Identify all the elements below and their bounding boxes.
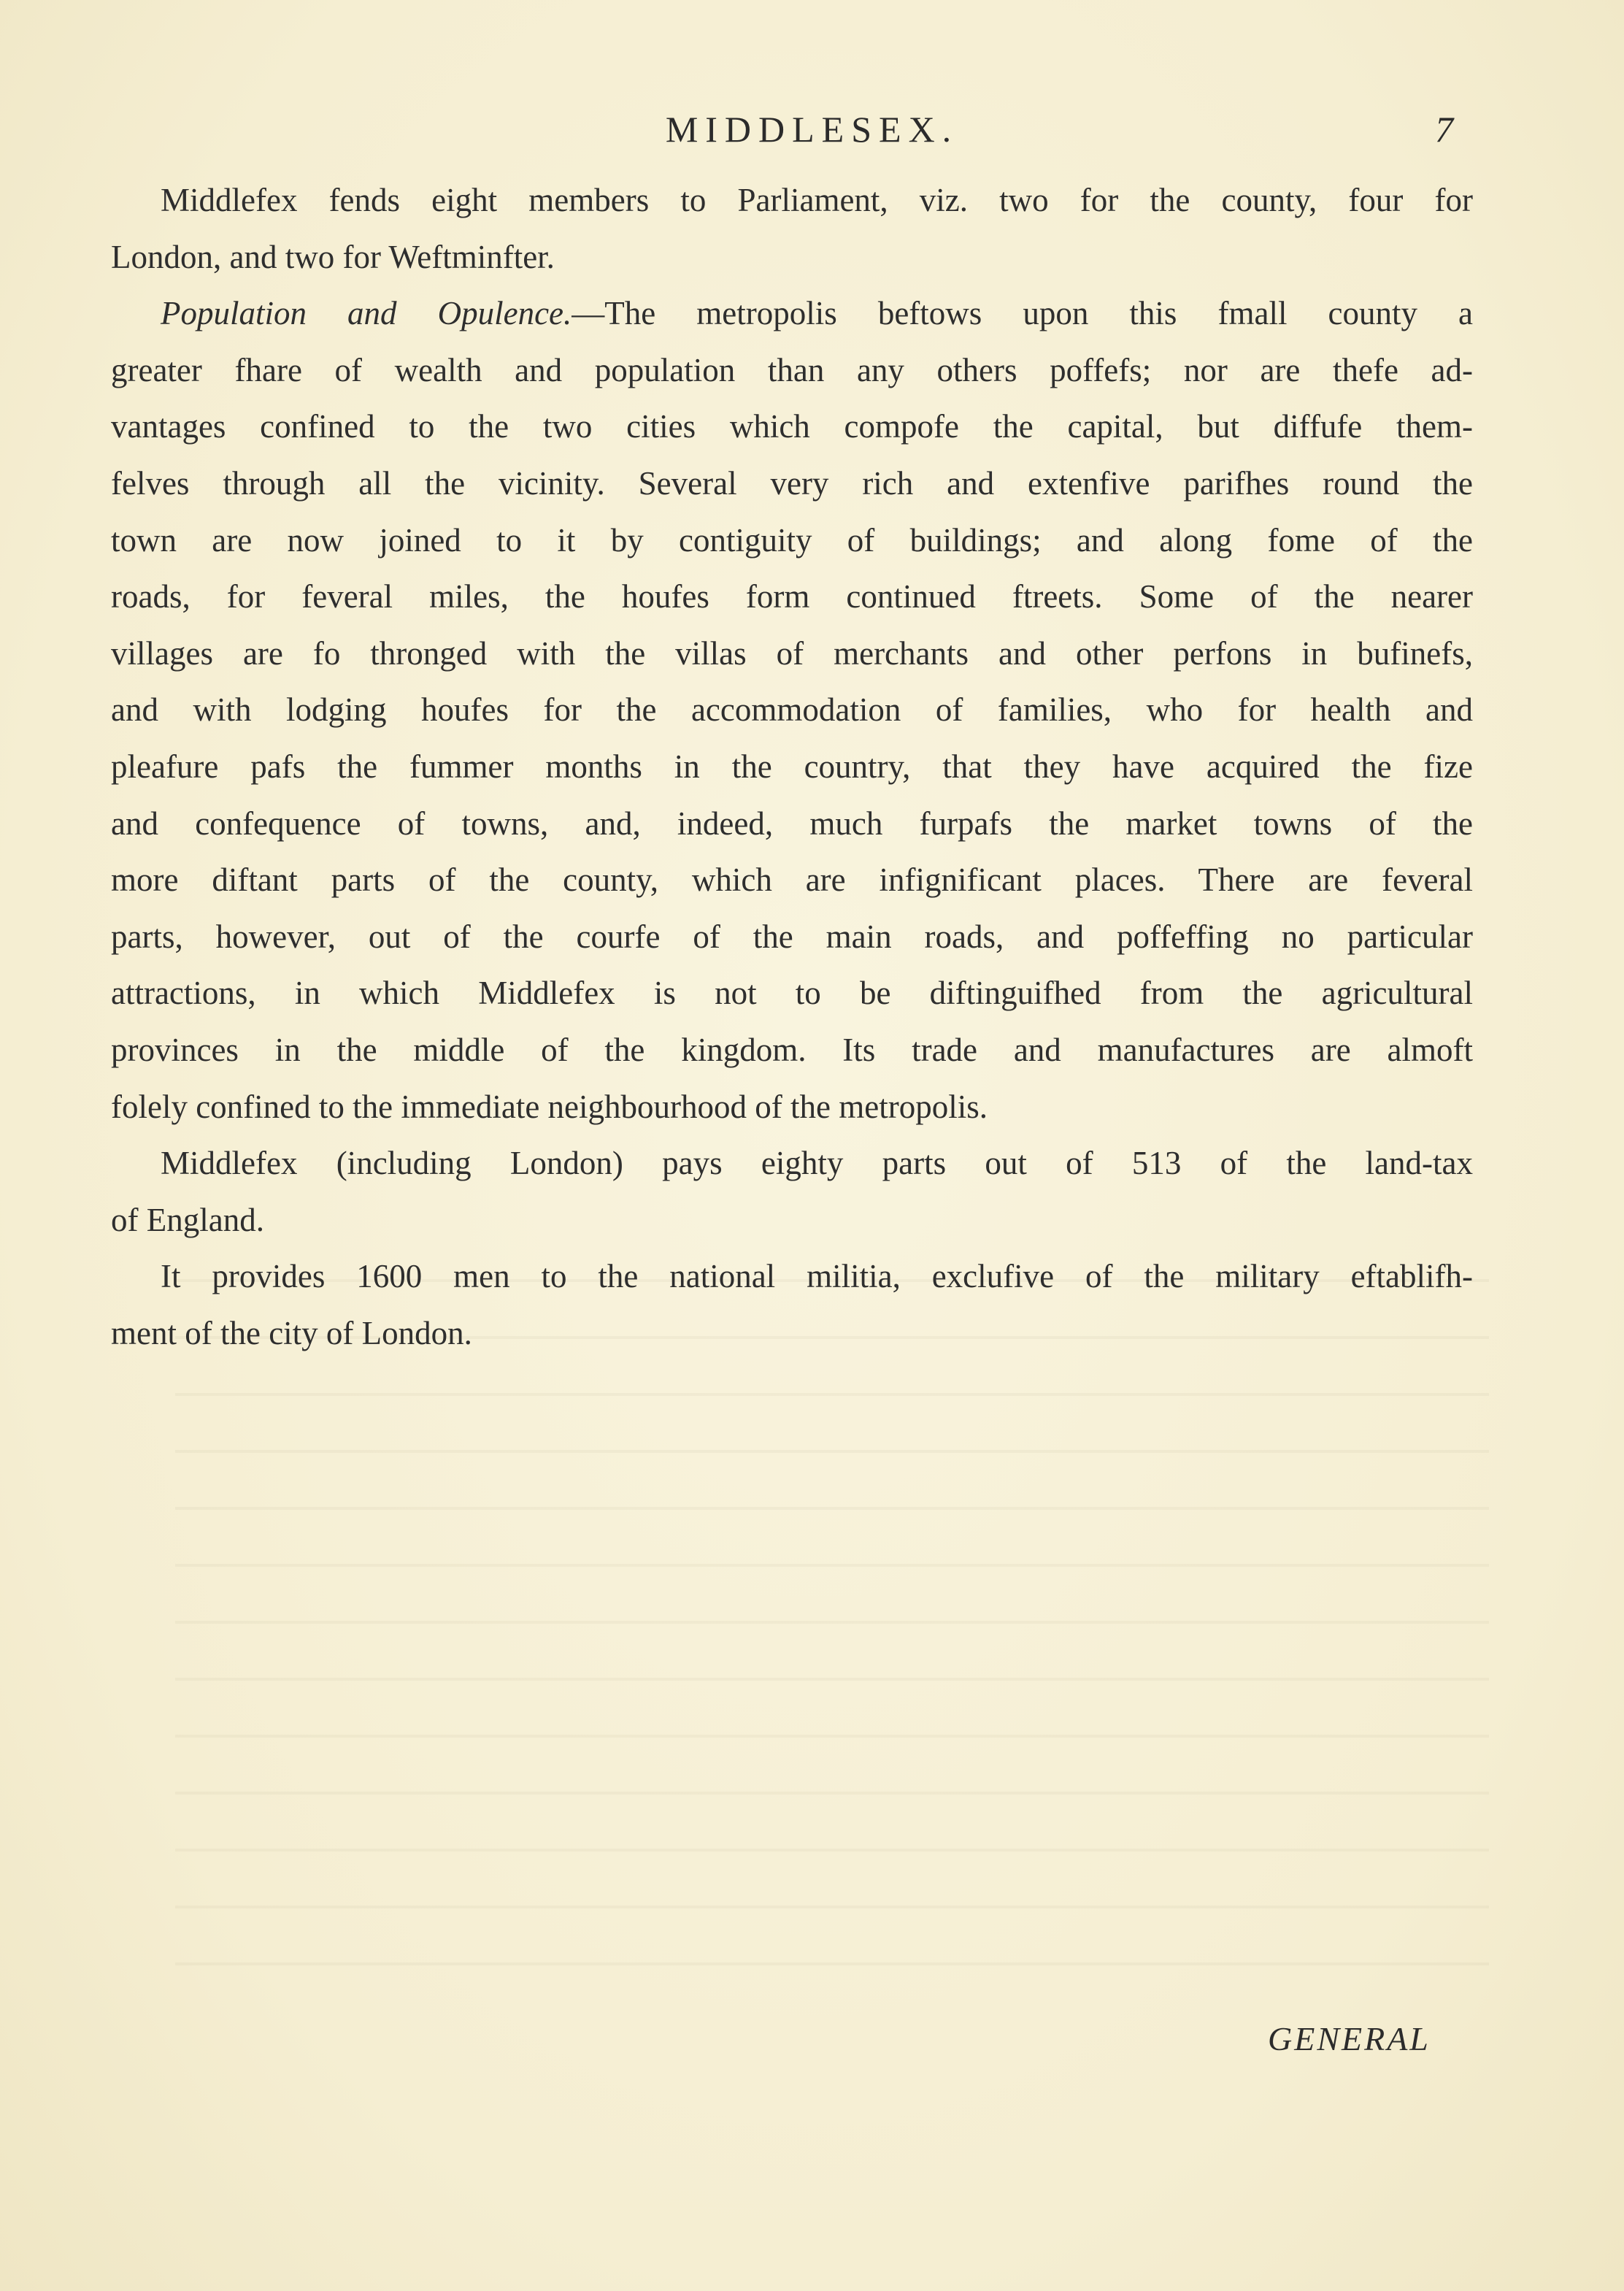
paragraph-2-line: and with lodging houfes for the accommodation of families, who for health and bbox=[111, 691, 1473, 729]
paragraph-2-line: vantages confined to the two cities which compofe the capital, but diffufe them- bbox=[111, 408, 1473, 445]
catchword: GENERAL bbox=[1268, 2020, 1431, 2057]
paragraph-2-line: more diftant parts of the county, which are infignificant places. There are feveral bbox=[111, 861, 1473, 899]
paragraph-2-line: parts, however, out of the courfe of the main roads, and poffeffing no particular bbox=[111, 918, 1473, 955]
paragraph-3-line: Middlefex (including London) pays eighty parts out of 513 of the land-tax bbox=[161, 1145, 1473, 1182]
paragraph-4-line: It provides 1600 men to the national militia, exclufive of the military eftablifh- bbox=[161, 1258, 1473, 1295]
section-heading: Population and Opulence. bbox=[161, 295, 572, 332]
paragraph-2-line: felves through all the vicinity. Several very rich and extenfive parifhes round the bbox=[111, 464, 1473, 502]
paragraph-2-line: pleafure pafs the fummer months in the country, that they have acquired the fize bbox=[111, 748, 1473, 785]
paragraph-2-line: folely confined to the immediate neighbourhood of the metropolis. bbox=[111, 1088, 988, 1125]
paragraph-1-line: London, and two for Weftminfter. bbox=[111, 238, 555, 275]
paragraph-2-first-line bbox=[111, 285, 1473, 342]
paragraph-2-line: roads, for feveral miles, the houfes form continued ftreets. Some of the nearer bbox=[111, 578, 1473, 615]
paragraph-2-line: provinces in the middle of the kingdom. Its trade and manufactures are almoft bbox=[111, 1031, 1473, 1068]
paragraph-2-line: greater fhare of wealth and population than any others poffefs; nor are thefe ad- bbox=[111, 351, 1473, 388]
running-head: MIDDLESEX. bbox=[665, 109, 959, 150]
body-text bbox=[111, 172, 1473, 1362]
page-number: 7 bbox=[1435, 109, 1453, 150]
paragraph-3-line: of England. bbox=[111, 1201, 264, 1238]
paragraph-2-line: villages are fo thronged with the villas of merchants and other perfons in bufinefs, bbox=[111, 634, 1473, 672]
paragraph-2-line: town are now joined to it by contiguity of buildings; and along fome of the bbox=[111, 521, 1473, 559]
paragraph-2-line: attractions, in which Middlefex is not to be diftinguifhed from the agricultural bbox=[111, 975, 1473, 1012]
paragraph-4-line: ment of the city of London. bbox=[111, 1314, 472, 1351]
paragraph-2-line: —The metropolis beftows upon this fmall county a bbox=[572, 295, 1474, 332]
paragraph-1-line: Middlefex fends eight members to Parliament, viz. two for the county, four for bbox=[161, 182, 1473, 218]
paragraph-2-line: and confequence of towns, and, indeed, much furpafs the market towns of the bbox=[111, 805, 1473, 842]
